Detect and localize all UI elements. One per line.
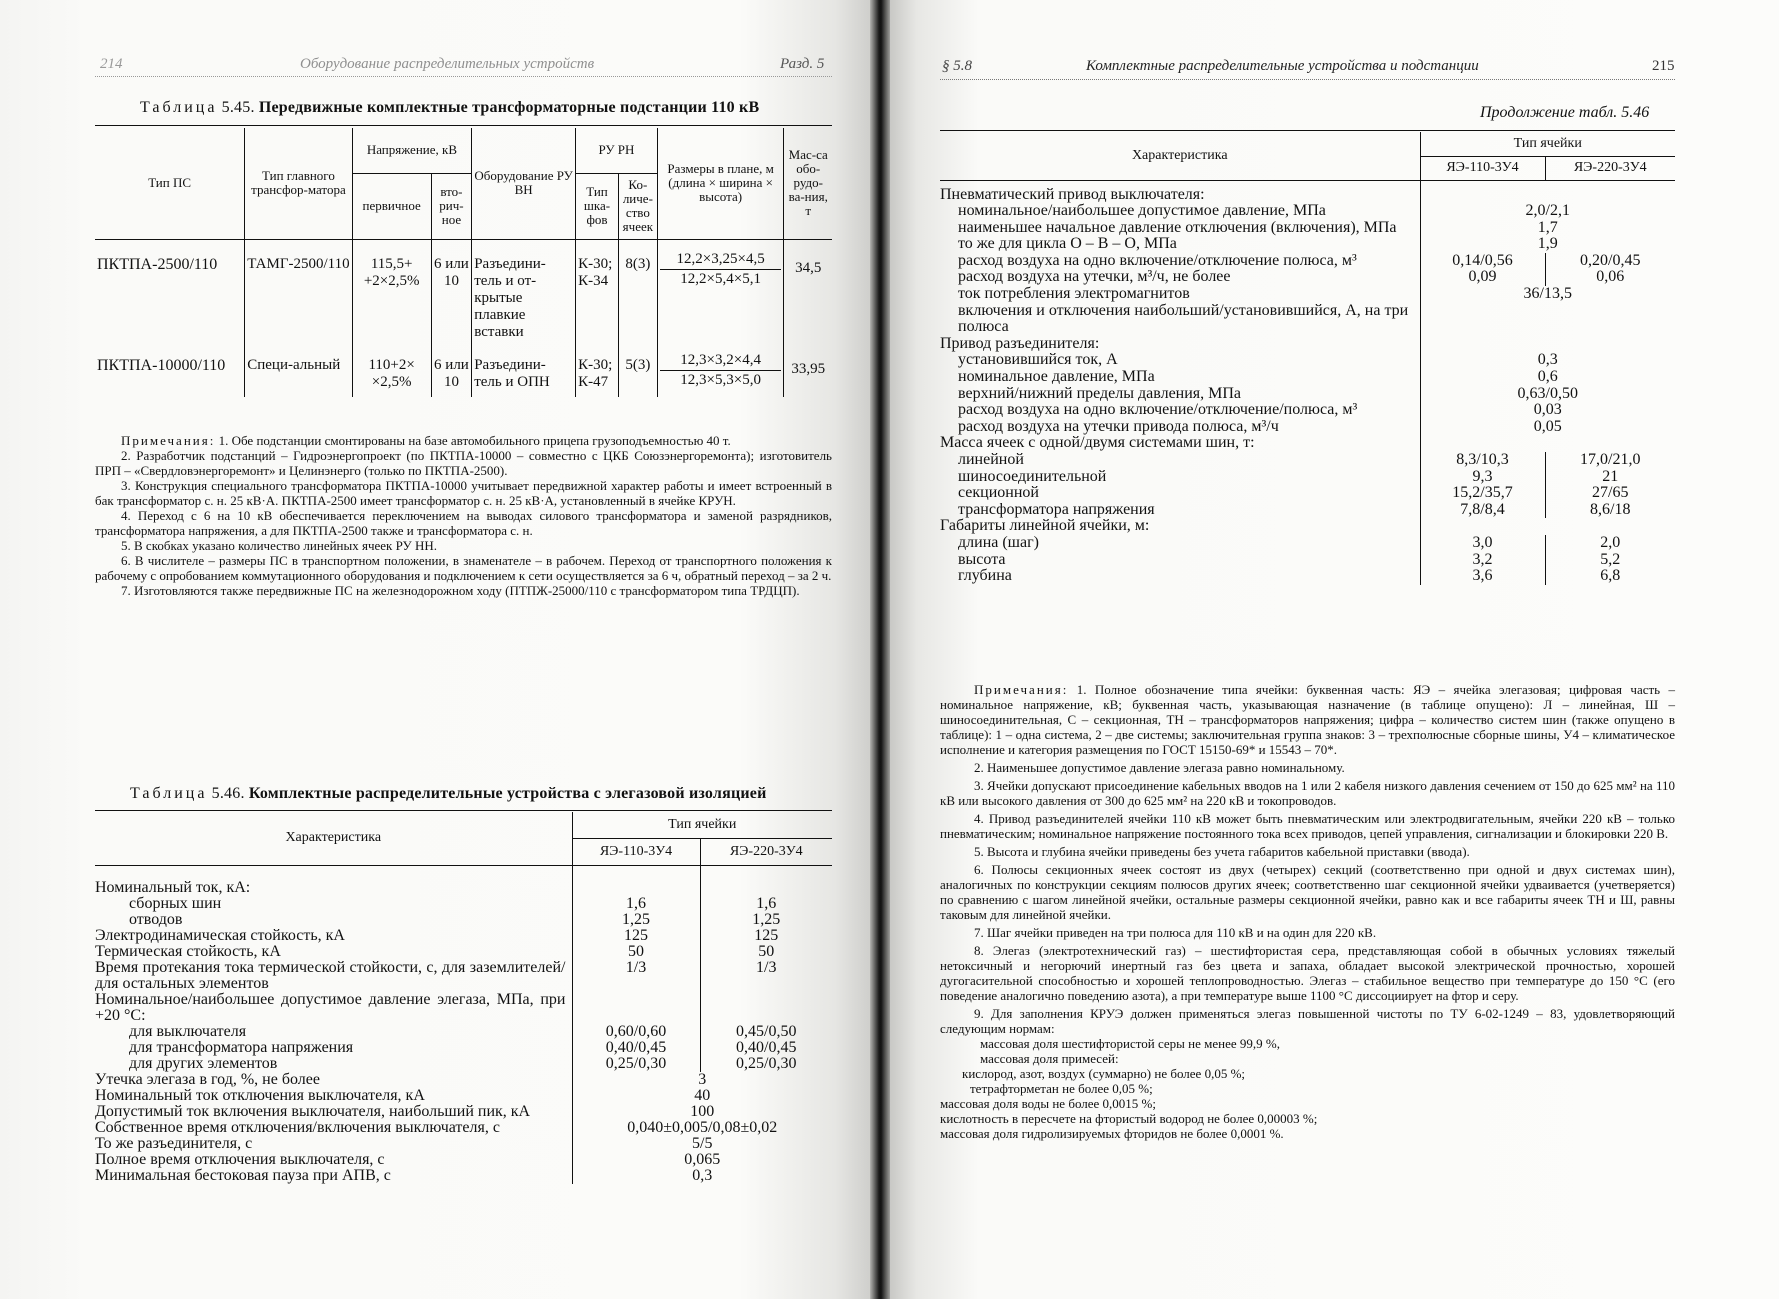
table-row — [95, 1168, 832, 1184]
section-label: Разд. 5 — [780, 56, 825, 72]
table-545-notes — [95, 433, 832, 598]
cell-type: ПКТПА-10000/110 — [97, 356, 226, 374]
row-value-110: 125 — [572, 928, 700, 944]
norm-line: кислород, азот, воздух (суммарно) не более 0,05 %; — [962, 1066, 1246, 1081]
table-546 — [95, 812, 832, 1184]
table-row — [940, 485, 1675, 502]
table-row — [95, 912, 832, 928]
row-value-110: 1,6 — [572, 896, 700, 912]
th-col2: ЯЭ-220-3У4 — [700, 838, 832, 865]
row-value-110: 3,0 — [1420, 535, 1545, 552]
row-value-110: 0,25/0,30 — [572, 1056, 700, 1072]
row-value-both: 0,065 — [572, 1152, 832, 1168]
row-value-110: 1/3 — [572, 960, 700, 992]
row-value-both: 0,040±0,005/0,08±0,02 — [572, 1120, 832, 1136]
table-row — [940, 352, 1675, 369]
table-row — [95, 928, 832, 944]
row-value-110: 1,25 — [572, 912, 700, 928]
row-value-220: 50 — [700, 944, 832, 960]
th-type-ps: Тип ПС — [95, 128, 245, 239]
table-row — [95, 865, 832, 896]
cell-mass: 34,5 — [784, 239, 832, 341]
norm-line: массовая доля примесей: — [980, 1051, 1119, 1066]
cell-cabinet: К-30; К-34 — [576, 239, 619, 341]
caption-number: 5.45. — [221, 99, 255, 116]
row-label: для других элементов — [129, 1054, 278, 1072]
note: 7. Шаг ячейки приведен на три полюса для 110 кВ и на один для 220 кВ. — [974, 925, 1377, 940]
section-label: § 5.8 — [942, 58, 972, 74]
table-row — [940, 269, 1675, 286]
row-value-220 — [700, 992, 832, 1024]
row-value-220: 0,40/0,45 — [700, 1040, 832, 1056]
table-row — [940, 180, 1675, 203]
row-value-220 — [700, 865, 832, 896]
row-value-empty — [1420, 303, 1675, 336]
table-545-top-rule — [95, 125, 832, 126]
row-value-220: 125 — [700, 928, 832, 944]
row-value-both: 0,3 — [572, 1168, 832, 1184]
cell-primary: 115,5+ +2×2,5% — [352, 239, 431, 341]
note: 5. В скобках указано количество линейных ячеек РУ НН. — [121, 538, 437, 553]
row-value-220: 0,25/0,30 — [700, 1056, 832, 1072]
cell-dim-numerator: 12,2×3,25×4,5 — [660, 250, 782, 270]
row-label: длина (шаг) — [958, 533, 1039, 551]
th-primary: первичное — [352, 173, 431, 239]
table-row — [95, 896, 832, 912]
row-value-110: 3,2 — [1420, 552, 1545, 569]
cell-mass: 33,95 — [784, 341, 832, 397]
row-value-110: 9,3 — [1420, 469, 1545, 486]
row-label: Номинальный ток, кА: — [95, 878, 251, 896]
cell-equipment: Разъедини-тель и от-крытые плавкие вставки — [472, 239, 576, 341]
row-value-both: 0,05 — [1420, 419, 1675, 436]
table-row — [940, 236, 1675, 253]
th-dimensions: Размеры в плане, м (длина × ширина × высота) — [657, 128, 784, 239]
row-value-both: 0,03 — [1420, 402, 1675, 419]
row-label: расход воздуха на одно включение/отключение/полюса, м³ — [958, 401, 1358, 419]
table-row — [95, 1040, 832, 1056]
table-row — [95, 960, 832, 992]
table-row — [95, 1056, 832, 1072]
cell-cells: 8(3) — [618, 239, 657, 341]
row-label: верхний/нижний пределы давления, МПа — [958, 384, 1242, 402]
row-label: Время протекания тока термической стойкости, с, для заземлителей/для остальных элементов — [95, 958, 566, 992]
th-col1: ЯЭ-110-3У4 — [1420, 156, 1545, 180]
cell-secondary: 6 или 10 — [431, 239, 472, 341]
caption-label: Таблица — [140, 99, 218, 116]
table-row — [940, 435, 1675, 452]
note: 8. Элегаз (электротехнический газ) – шестифтористая сера, представляющая собой в обычных условиях тяжелый нетоксичный и негорючий инертный газ без цвета и запаха, обладает высокой электрической прочностью, хорошей дугогасительной способностью и хорошей теплопроводностью. Элегаз – стабильное вещество при температуре до 150 °С (его поведение аналогично поведению азота), а при температуре выше 1100 °С диссоциирует на фтор и серу. — [940, 943, 1675, 1003]
row-label: Привод разъединителя: — [940, 334, 1100, 352]
norms-list — [940, 1036, 1675, 1141]
table-row — [940, 369, 1675, 386]
note-text: 1. Полное обозначение типа ячейки: буквенная часть: ЯЭ – ячейка элегазовая; цифровая часть – номинальное напряжение, кВ; буквенная часть, указывающая назначение (в таблице опущено): Л – линейная, Ш – шиносоединительная, С – секционная, ТН – трансформаторов напряжения; цифра – количество систем шин (также опущено в таблице): 1 – одна система, 2 – две системы; заключительная группа знаков: 3 – трехполюсные сборные шины, У4 – климатическое исполнение и категория размещения по ГОСТ 15150-69* и 15543 – 70*. — [940, 682, 1676, 757]
row-label: Габариты линейной ячейки, м: — [940, 517, 1150, 535]
th-transformer: Тип главного трансфор-матора — [245, 128, 352, 239]
caption-number: 5.46. — [211, 785, 245, 802]
row-label: номинальное/наибольшее допустимое давление, МПа — [958, 202, 1326, 220]
norm-line: массовая доля гидролизируемых фторидов не более 0,0001 %. — [940, 1126, 1284, 1141]
row-label: Собственное время отключения/включения выключателя, с — [95, 1118, 500, 1136]
row-value-220: 1/3 — [700, 960, 832, 992]
table-row — [940, 220, 1675, 237]
row-label: Номинальный ток отключения выключателя, кА — [95, 1086, 425, 1104]
running-title: Комплектные распределительные устройства и подстанции — [1086, 58, 1479, 74]
cell-type: ПКТПА-2500/110 — [97, 255, 218, 273]
row-value-110: 0,40/0,45 — [572, 1040, 700, 1056]
cell-dim-denominator: 12,2×5,4×5,1 — [680, 270, 761, 287]
page-number: 214 — [100, 56, 123, 72]
cell-transformer: Специ-альный — [245, 341, 352, 397]
row-value-110: 8,3/10,3 — [1420, 452, 1545, 469]
note: 3. Ячейки допускают присоединение кабельных вводов на 1 или 2 кабеля низкого давления сечением от 150 до 625 мм² на 110 кВ или высокого давления от 300 до 625 мм² на 220 кВ и токопроводов. — [940, 778, 1675, 808]
cell-dim-denominator: 12,3×5,3×5,0 — [680, 371, 761, 388]
th-cell-type: Тип ячейки — [572, 812, 832, 838]
row-value-both: 0,6 — [1420, 369, 1675, 386]
norm-line: массовая доля шестифтористой серы не менее 99,9 %, — [980, 1036, 1280, 1051]
row-label: Масса ячеек с одной/двумя системами шин, т: — [940, 434, 1255, 452]
row-value-220: 27/65 — [1545, 485, 1675, 502]
note-text: 1. Обе подстанции смонтированы на базе автомобильного прицепа грузоподъемностью 40 т. — [218, 433, 731, 448]
row-value-empty — [1420, 180, 1675, 203]
row-value-220: 8,6/18 — [1545, 502, 1675, 519]
row-value-220: 0,20/0,45 — [1545, 253, 1675, 270]
norm-line: кислотность в пересчете на фтористый водород не более 0,00003 %; — [940, 1111, 1318, 1126]
row-value-110: 15,2/35,7 — [1420, 485, 1545, 502]
row-value-both: 5/5 — [572, 1136, 832, 1152]
row-value-empty — [1420, 435, 1675, 452]
cell-primary: 110+2× ×2,5% — [352, 341, 431, 397]
th-col2: ЯЭ-220-3У4 — [1545, 156, 1675, 180]
table-row — [95, 1152, 832, 1168]
row-label: высота — [958, 550, 1006, 568]
table-row — [95, 239, 832, 341]
table-row — [95, 1072, 832, 1088]
row-value-both: 36/13,5 — [1420, 286, 1675, 303]
note: 2. Разработчик подстанций – Гидроэнергопроект (по ПКТПА-10000 – совместно с ЦКБ Союзэнергоремонта); изготовитель ПРП – «Свердловэнергоремонт» и Целинэнерго (только по ПКТПА-2500). — [95, 448, 832, 478]
table-row — [940, 402, 1675, 419]
row-value-both: 40 — [572, 1088, 832, 1104]
th-voltage: Напряжение, кВ — [352, 128, 472, 173]
table-row — [940, 336, 1675, 353]
table-546-caption — [130, 785, 767, 803]
row-label: для выключателя — [129, 1022, 247, 1040]
row-value-empty — [1420, 518, 1675, 535]
th-mass: Мас-са обо-рудо-ва-ния, т — [784, 128, 832, 239]
caption-title: Передвижные комплектные трансформаторные подстанции 110 кВ — [258, 99, 760, 116]
table-row — [95, 1104, 832, 1120]
row-label: наименьшее начальное давление отключения (включения), МПа — [958, 218, 1397, 236]
row-value-both: 0,63/0,50 — [1420, 386, 1675, 403]
row-label: глубина — [958, 567, 1012, 585]
table-row — [940, 552, 1675, 569]
book-gutter — [870, 0, 890, 1299]
row-label: Минимальная бестоковая пауза при АПВ, с — [95, 1166, 391, 1184]
table-row — [940, 386, 1675, 403]
table-row — [940, 469, 1675, 486]
caption-title: Комплектные распределительные устройства с элегазовой изоляцией — [248, 785, 767, 802]
note: 7. Изготовляются также передвижные ПС на железнодорожном ходу (ПТПЖ-25000/110 с трансформатором типа ТРДЦП). — [121, 583, 800, 598]
note: 2. Наименьшее допустимое давление элегаза равно номинальному. — [974, 760, 1345, 775]
norm-line: массовая доля воды не более 0,0015 %; — [940, 1096, 1156, 1111]
row-label: линейной — [958, 451, 1024, 468]
row-label: То же разъединителя, с — [95, 1134, 253, 1152]
row-label: Номинальное/наибольшее допустимое давление элегаза, МПа, при +20 °С: — [95, 990, 566, 1024]
header-rule — [95, 76, 832, 77]
table-row — [940, 286, 1675, 303]
row-value-220: 17,0/21,0 — [1545, 452, 1675, 469]
table-row — [95, 1136, 832, 1152]
note: 5. Высота и глубина ячейки приведены без учета габаритов кабельной приставки (ввода). — [974, 844, 1470, 859]
row-value-both: 3 — [572, 1072, 832, 1088]
row-value-110 — [572, 865, 700, 896]
table-row — [940, 419, 1675, 436]
caption-label: Таблица — [130, 785, 208, 802]
row-label: расход воздуха на утечки привода полюса, м³/ч — [958, 417, 1279, 435]
table-546-continued — [940, 132, 1675, 585]
th-characteristic: Характеристика — [95, 812, 572, 865]
th-cells: Ко-личе-ство ячеек — [618, 173, 657, 239]
table-row — [95, 992, 832, 1024]
note: 6. Полюсы секционных ячеек состоят из двух (четырех) секций (соответственно при одной и двух системах шин), аналогичных по конструкции секциям полюсов других ячеек; соответственно шаг секционной ячейки удваивается (учетверяется) по сравнению с шагом линейной ячейки, остальные размеры секционной ячейки, равно как и все габариты ячеек ТН и Ш, равны таковым для линейной ячейки. — [940, 862, 1675, 922]
row-value-220: 0,45/0,50 — [700, 1024, 832, 1040]
row-value-220: 21 — [1545, 469, 1675, 486]
th-ru-rn: РУ РН — [576, 128, 658, 173]
note: 6. В числителе – размеры ПС в транспортном положении, в знаменателе – в рабочем. Переход от транспортного положения к рабочему с опробованием коммутационного оборудования и подключением к сети осуществляется за 6 ч, обратный переход – за 2 ч. — [95, 553, 832, 583]
row-value-both: 100 — [572, 1104, 832, 1120]
row-value-220: 2,0 — [1545, 535, 1675, 552]
table-row — [95, 1120, 832, 1136]
row-value-220: 5,2 — [1545, 552, 1675, 569]
th-cabinet: Тип шка-фов — [576, 173, 619, 239]
cell-cells: 5(3) — [618, 341, 657, 397]
table-row — [95, 1024, 832, 1040]
th-secondary: вто-рич-ное — [431, 173, 472, 239]
notes-label: Примечания: — [974, 682, 1069, 697]
page-number: 215 — [1652, 58, 1675, 74]
row-value-both: 0,3 — [1420, 352, 1675, 369]
row-label: расход воздуха на одно включение/отключение полюса, м³ — [958, 251, 1357, 269]
table-row — [940, 253, 1675, 270]
table-row — [95, 341, 832, 397]
cell-equipment: Разъедини-тель и ОПН — [472, 341, 576, 397]
notes-label: Примечания: — [121, 433, 216, 448]
cell-cabinet: К-30; К-47 — [576, 341, 619, 397]
th-equipment: Оборудование РУ ВН — [472, 128, 576, 239]
note: 4. Переход с 6 на 10 кВ обеспечивается переключением на выводах силового трансформатора и заменой разрядников, трансформатора напряжения, а для ПКТПА-2500 также и трансформатора с. н. — [95, 508, 832, 538]
table-row — [95, 944, 832, 960]
note: 9. Для заполнения КРУЭ должен применяться элегаз повышенной чистоты по ТУ 6-02-1249 – 83, удовлетворяющий следующим нормам: — [940, 1006, 1675, 1036]
cell-dim-numerator: 12,3×3,2×4,4 — [660, 351, 782, 371]
table-row — [940, 203, 1675, 220]
row-value-220: 1,6 — [700, 896, 832, 912]
running-title: Оборудование распределительных устройств — [300, 56, 595, 72]
table-row — [940, 303, 1675, 336]
table-545 — [95, 128, 832, 397]
note: 3. Конструкция специального трансформатора ПКТПА-10000 учитывает передвижной характер работы и имеет встроенный в бак трансформатор с. н. 25 кВ·А. ПКТПА-2500 имеет трансформатор с. н. 25 кВ·А, установленный в ячейке КРУН. — [95, 478, 832, 508]
table-row — [940, 535, 1675, 552]
table-row — [940, 568, 1675, 585]
row-label: расход воздуха на утечки, м³/ч, не более — [958, 268, 1231, 286]
left-page — [0, 0, 870, 1299]
row-label: Пневматический привод выключателя: — [940, 185, 1205, 203]
row-label: Полное время отключения выключателя, с — [95, 1150, 385, 1168]
row-label: включения и отключения наибольший/установившийся, А, на три полюса — [958, 301, 1409, 336]
cell-transformer: ТАМГ-2500/110 — [245, 239, 352, 341]
row-value-empty — [1420, 336, 1675, 353]
right-table-top-rule — [940, 130, 1675, 131]
row-label: ток потребления электромагнитов — [958, 285, 1190, 303]
note: 4. Привод разъединителей ячейки 110 кВ может быть пневматическим или электродвигательным, ячейки 220 кВ – только пневматическим; номинальное напряжение постоянного тока всех приводов, цепей управления, сигнализации и блокировки 220 В. — [940, 811, 1675, 841]
note — [95, 433, 832, 448]
right-notes — [940, 682, 1675, 1141]
table-row — [95, 1088, 832, 1104]
cell-secondary: 6 или 10 — [431, 341, 472, 397]
row-value-both: 1,9 — [1420, 236, 1675, 253]
row-value-110: 0,09 — [1420, 269, 1545, 286]
row-label: секционной — [958, 484, 1039, 502]
row-label: трансформатора напряжения — [958, 500, 1155, 518]
table-row — [940, 518, 1675, 535]
row-label: Термическая стойкость, кА — [95, 942, 281, 960]
row-label: установившийся ток, А — [958, 351, 1118, 369]
row-label: Электродинамическая стойкость, кА — [95, 926, 345, 944]
row-value-220: 1,25 — [700, 912, 832, 928]
th-col1: ЯЭ-110-3У4 — [572, 838, 700, 865]
table-row — [940, 452, 1675, 469]
row-value-110: 0,14/0,56 — [1420, 253, 1545, 270]
row-label: для трансформатора напряжения — [129, 1038, 354, 1056]
row-value-both: 1,7 — [1420, 220, 1675, 237]
continuation-label: Продолжение табл. 5.46 — [1480, 104, 1650, 121]
row-value-110 — [572, 992, 700, 1024]
row-label: Допустимый ток включения выключателя, наибольший пик, кА — [95, 1102, 531, 1120]
table-545-caption — [140, 99, 759, 117]
table-row — [940, 502, 1675, 519]
row-value-220: 0,06 — [1545, 269, 1675, 286]
row-value-110: 3,6 — [1420, 568, 1545, 585]
row-label: отводов — [129, 910, 183, 928]
header-rule — [940, 79, 1675, 80]
row-label: номинальное давление, МПа — [958, 368, 1155, 386]
norm-line: тетрафторметан не более 0,05 %; — [970, 1081, 1153, 1096]
row-value-220: 6,8 — [1545, 568, 1675, 585]
th-characteristic: Характеристика — [940, 132, 1420, 180]
row-label: сборных шин — [129, 894, 222, 912]
row-label: Утечка элегаза в год, %, не более — [95, 1070, 320, 1088]
th-cell-type: Тип ячейки — [1420, 132, 1675, 156]
row-value-110: 0,60/0,60 — [572, 1024, 700, 1040]
row-value-110: 50 — [572, 944, 700, 960]
note — [940, 682, 1675, 757]
row-value-both: 2,0/2,1 — [1420, 203, 1675, 220]
row-value-110: 7,8/8,4 — [1420, 502, 1545, 519]
row-label: шиносоединительной — [958, 467, 1107, 485]
row-label: то же для цикла О – В – О, МПа — [958, 235, 1177, 253]
table-546-top-rule — [95, 810, 832, 811]
